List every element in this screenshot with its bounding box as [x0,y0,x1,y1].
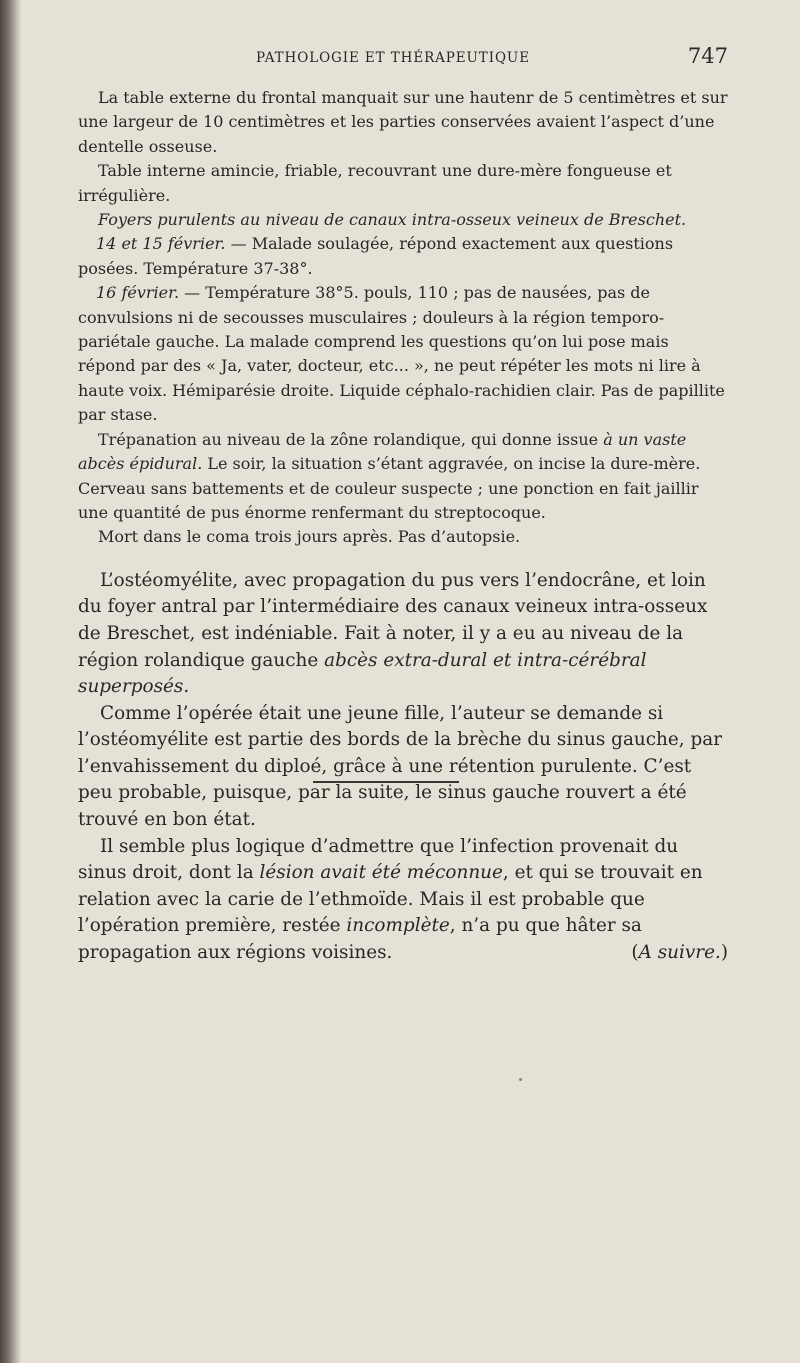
book-spine-shadow [0,0,22,1363]
case-paragraph-6 [78,428,728,526]
to-be-continued-close: ) [720,942,728,964]
end-rule [313,781,459,783]
case-paragraph-6-italic: à un vaste abcès épidural. [78,429,687,474]
commentary-paragraph-3-b: , et qui se trouvait en relation avec la carie de l’ethmoïde. Mais il est probable que l’opération première, restée [78,862,703,937]
case-paragraph-1: La table externe du frontal manquait sur une hautenr de 5 centimètres et sur une largeur de 10 centimètres et les parties conservées avaient l’aspect d’une dentelle osseuse. [78,88,728,156]
commentary-paragraph-3-italic-1: lésion avait été méconnue [259,862,503,884]
page [78,40,728,967]
print-speck [519,1078,522,1081]
page-header [78,40,728,80]
commentary-paragraph-1-italic: abcès extra-dural et intra-cérébral superposés. [78,649,647,698]
running-head: PATHOLOGIE ET THÉRAPEUTIQUE [256,50,530,66]
commentary [78,568,728,967]
case-paragraph-2: Table interne amincie, friable, recouvrant une dure-mère fongueuse et irrégulière. [78,161,672,205]
case-date-16-feb: 16 février. [96,283,180,303]
commentary-paragraph-3-a: Il semble plus logique d’admettre que l’infection provenait du sinus droit, dont la [78,835,679,884]
case-date-14-15-feb: 14 et 15 février. [96,234,226,254]
case-paragraph-5 [78,281,728,427]
case-paragraph-6-b: Le soir, la situation s’étant aggravée, on incise la dure-mère. Cerveau sans battements et de couleur suspecte ; une ponction en fait jaillir une quantité de pus énorme renfermant du streptocoque. [78,454,701,522]
commentary-paragraph-1-a: L’ostéomyélite, avec propagation du pus vers l’endocrâne, et loin du foyer antral par l’intermédiaire des canaux veineux intra-osseux de Breschet, est indéniable. Fait à noter, il y a eu au niveau de la région rolandique gauche [78,569,708,671]
case-paragraph-7: Mort dans le coma trois jours après. Pas d’autopsie. [98,527,521,547]
to-be-continued-open: ( [631,942,639,964]
case-paragraph-3: Foyers purulents au niveau de canaux intra-osseux veineux de Breschet. [98,210,687,230]
commentary-paragraph-3-italic-2: incomplète [346,915,450,937]
page-number: 747 [687,44,728,68]
commentary-paragraph-3 [78,834,728,967]
commentary-paragraph-3-c: , n’a pu que hâter sa propagation aux régions voisines. [78,915,642,964]
section-gap [78,550,728,568]
commentary-paragraph-2: Comme l’opérée était une jeune fille, l’auteur se demande si l’ostéomyélite est partie des bords de la brèche du sinus gauche, par l’envahissement du diploé, grâce à une rétention purulente. C’est peu probable, puisque, par la suite, le sinus gauche rouvert a été trouvé en bon état. [78,702,722,831]
case-paragraph-6-a: Trépanation au niveau de la zône rolandique, qui donne issue [98,429,604,449]
case-paragraph-4 [78,232,728,281]
case-paragraph-4-text: — Malade soulagée, répond exactement aux questions posées. Température 37-38°. [78,234,674,278]
case-report [78,86,728,550]
commentary-paragraph-1 [78,568,728,701]
case-paragraph-5-text: — Température 38°5. pouls, 110 ; pas de nausées, pas de convulsions ni de secousses musculaires ; douleurs à la région temporo-pariétale gauche. La malade comprend les questions qu’on lui pose mais répond par des « Ja, vater, docteur, etc... », ne peut répéter les mots ni lire à haute voix. Hémiparésie droite. Liquide céphalo-rachidien clair. Pas de papillite par stase. [78,283,725,425]
to-be-continued-italic: A suivre. [638,942,721,964]
to-be-continued [609,940,728,967]
